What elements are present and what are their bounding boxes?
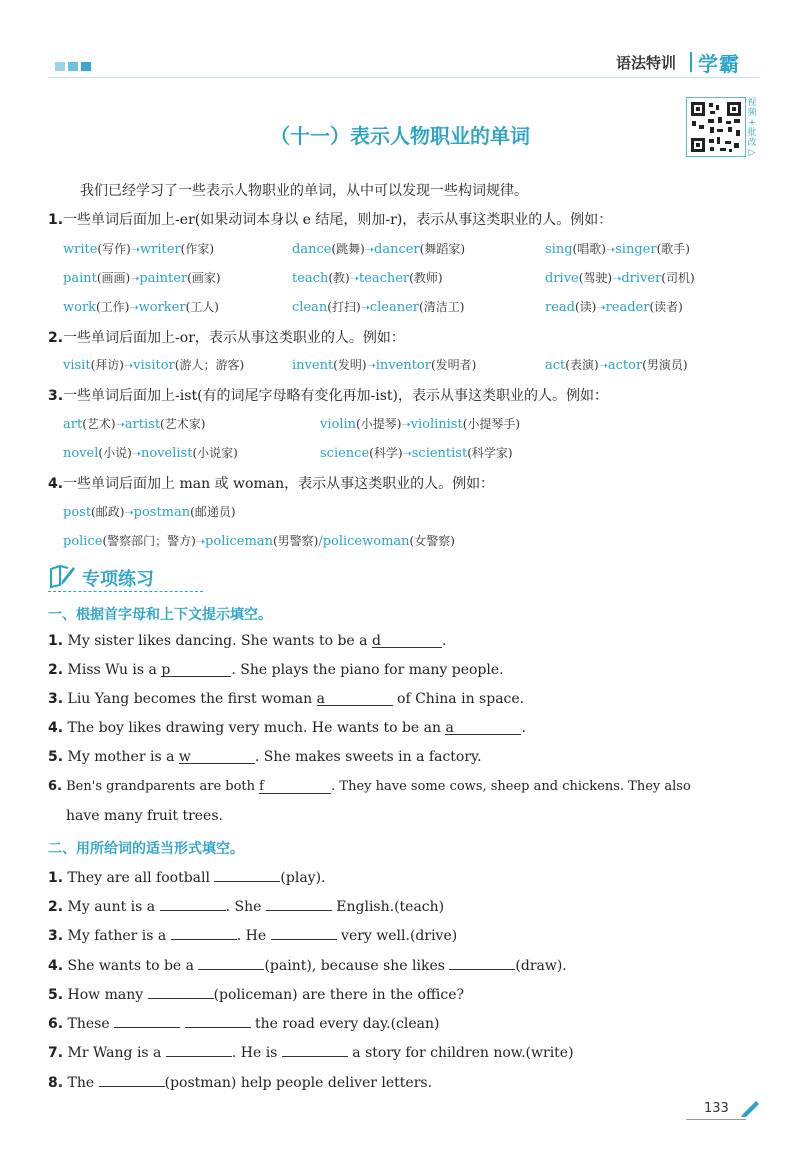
- exercise-item: 1. They are all football (play).: [48, 867, 326, 886]
- exercise-item: 4. She wants to be a (paint), because she likes (draw).: [48, 955, 567, 974]
- example-pair: art(艺术)➝artist(艺术家): [63, 417, 206, 432]
- exercise-item: 5. How many (policeman) are there in the office?: [48, 984, 464, 1003]
- header-separator: [690, 52, 692, 72]
- part1-heading: 一、根据首字母和上下文提示填空。: [48, 607, 272, 623]
- header-rule: [48, 77, 760, 78]
- arrow-icon: ➝: [401, 418, 411, 431]
- arrow-icon: ➝: [596, 301, 606, 314]
- example-pair: sing(唱歌)➝singer(歌手): [545, 242, 690, 257]
- exercise-item: 3. My father is a . He very well.(drive): [48, 925, 457, 944]
- example-pair: clean(打扫)➝cleaner(清洁工): [292, 300, 465, 315]
- exercise-item-continued: have many fruit trees.: [66, 808, 223, 824]
- arrow-icon: ➝: [131, 447, 141, 460]
- example-pair: visit(拜访)➝visitor(游人；游客): [63, 358, 245, 373]
- answer-blank[interactable]: [198, 955, 264, 970]
- answer-blank[interactable]: [99, 1072, 165, 1087]
- arrow-icon: ➝: [130, 272, 140, 285]
- answer-blank[interactable]: [171, 925, 237, 940]
- exercise-item: 6. Ben's grandparents are both f . They have some cows, sheep and chickens. They also: [48, 779, 691, 794]
- example-pair: work(工作)➝worker(工人): [63, 300, 219, 315]
- header-decoration: [55, 62, 91, 71]
- answer-blank[interactable]: [214, 867, 280, 882]
- answer-blank[interactable]: [160, 896, 226, 911]
- example-pair: invent(发明)➝inventor(发明者): [292, 358, 477, 373]
- exercise-item: 8. The (postman) help people deliver letters.: [48, 1072, 432, 1091]
- example-pair: novel(小说)➝novelist(小说家): [63, 446, 238, 461]
- exercise-item: 5. My mother is a w . She makes sweets in a factory.: [48, 749, 482, 765]
- example-pair: post(邮政)➝postman(邮递员): [63, 505, 236, 520]
- arrow-icon: ➝: [349, 272, 359, 285]
- header-section-title: 语法特训: [616, 54, 677, 72]
- rule-2: 2.一些单词后面加上-or，表示从事这类职业的人。例如：: [48, 330, 405, 346]
- example-pair: science(科学)➝scientist(科学家): [320, 446, 513, 461]
- exercise-item: 3. Liu Yang becomes the first woman a of China in space.: [48, 691, 525, 707]
- exercise-item: 1. My sister likes dancing. She wants to be a d .: [48, 633, 447, 649]
- page-number: 133: [704, 1101, 729, 1116]
- arrow-icon: ➝: [598, 359, 608, 372]
- answer-blank[interactable]: f: [259, 779, 331, 794]
- arrow-icon: ➝: [124, 506, 134, 519]
- rule-4: 4.一些单词后面加上 man 或 woman，表示从事这类职业的人。例如：: [48, 476, 495, 492]
- example-pair: violin(小提琴)➝violinist(小提琴手): [320, 417, 521, 432]
- brand-logo: 学霸: [698, 52, 740, 76]
- answer-blank[interactable]: [185, 1013, 251, 1028]
- arrow-icon: ➝: [364, 243, 375, 256]
- answer-blank[interactable]: [114, 1013, 180, 1028]
- example-pair: teach(教)➝teacher(教师): [292, 271, 443, 286]
- answer-blank[interactable]: d: [372, 633, 442, 648]
- practice-underline: [48, 591, 203, 592]
- footer-rule: [686, 1119, 746, 1120]
- example-pair: write(写作)➝writer(作家): [63, 242, 215, 257]
- arrow-icon: ➝: [123, 359, 134, 372]
- arrow-icon: ➝: [360, 301, 370, 314]
- arrow-icon: ➝: [130, 243, 141, 256]
- answer-blank[interactable]: [271, 925, 337, 940]
- pencil-icon: [740, 1097, 762, 1117]
- answer-blank[interactable]: a: [445, 720, 521, 735]
- arrow-icon: ➝: [366, 359, 376, 372]
- arrow-icon: ➝: [402, 447, 412, 460]
- exercise-item: 2. My aunt is a . She English.(teach): [48, 896, 444, 915]
- arrow-icon: ➝: [605, 243, 616, 256]
- answer-blank[interactable]: w: [179, 749, 255, 764]
- qr-label: 视 频 + 批 改 ▷: [747, 98, 757, 158]
- part2-heading: 二、用所给词的适当形式填空。: [48, 841, 244, 857]
- example-pair: drive(驾驶)➝driver(司机): [545, 271, 695, 286]
- example-pair: dance(跳舞)➝dancer(舞蹈家): [292, 242, 466, 257]
- intro-text: 我们已经学习了一些表示人物职业的单词，从中可以发现一些构词规律。: [80, 183, 528, 199]
- answer-blank[interactable]: [148, 984, 214, 999]
- rule-3: 3.一些单词后面加上-ist(有的词尾字母略有变化再加-ist)，表示从事这类职业的人。例如：: [48, 388, 609, 404]
- arrow-icon: ➝: [612, 272, 622, 285]
- example-pair: paint(画画)➝painter(画家): [63, 271, 221, 286]
- play-icon: ▷: [748, 148, 756, 158]
- example-pair: police(警察部门；警方)➝policeman(男警察)/policewoman(女警察): [63, 534, 455, 549]
- example-pair: act(表演)➝actor(男演员): [545, 358, 688, 373]
- arrow-icon: ➝: [129, 301, 139, 314]
- answer-blank[interactable]: a: [317, 691, 393, 706]
- answer-blank[interactable]: [266, 896, 332, 911]
- exercise-item: 2. Miss Wu is a p . She plays the piano for many people.: [48, 662, 504, 678]
- page-title: （十一）表示人物职业的单词: [270, 124, 530, 148]
- practice-title: 专项练习: [82, 569, 154, 590]
- exercise-item: 4. The boy likes drawing very much. He wants to be an a .: [48, 720, 526, 736]
- exercise-item: 7. Mr Wang is a . He is a story for children now.(write): [48, 1042, 574, 1061]
- answer-blank[interactable]: [166, 1042, 232, 1057]
- rule-1: 1.一些单词后面加上-er(如果动词本身以 e 结尾，则加-r)，表示从事这类职业的人。例如：: [48, 212, 613, 228]
- answer-blank[interactable]: [449, 955, 515, 970]
- pen-book-icon: [48, 563, 76, 589]
- example-pair: read(读)➝reader(读者): [545, 300, 683, 315]
- arrow-icon: ➝: [115, 418, 125, 431]
- answer-blank[interactable]: [282, 1042, 348, 1057]
- answer-blank[interactable]: p: [161, 662, 231, 677]
- exercise-item: 6. These the road every day.(clean): [48, 1013, 439, 1032]
- arrow-icon: ➝: [195, 535, 206, 548]
